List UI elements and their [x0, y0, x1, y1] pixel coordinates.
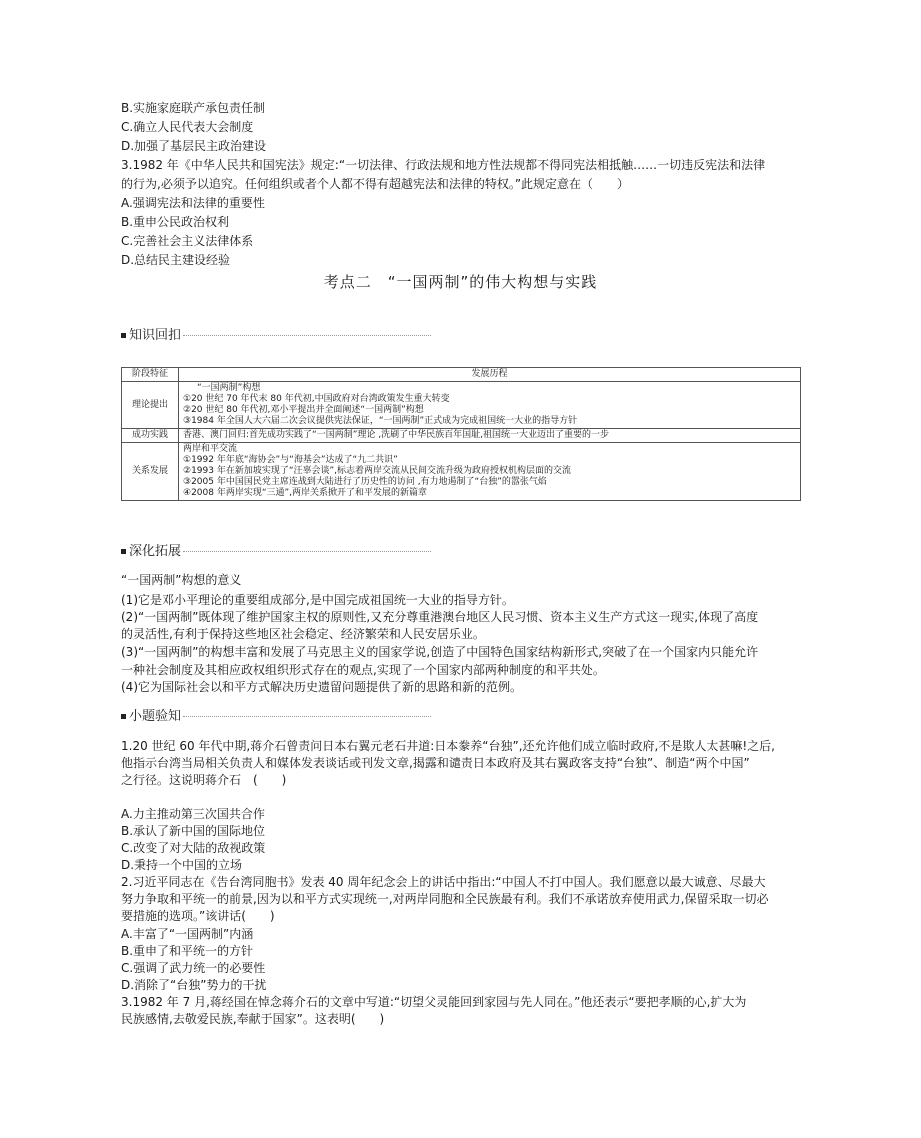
paragraph-line: (3)“一国两制”的构想丰富和发展了马克思主义的国家学说,创造了中国特色国家结构新形式,突破了在一个国家内只能允许: [121, 645, 759, 659]
cell-line: 两岸和平交流: [183, 444, 238, 454]
option-line: C.完善社会主义法律体系: [121, 234, 254, 248]
option-line: D.秉持一个中国的立场: [121, 858, 243, 872]
stage-cell: 关系发展: [122, 443, 179, 501]
dotted-rule: [183, 335, 431, 336]
cell-line: “一国两制”构想: [197, 383, 261, 393]
stage-cell: 理论提出: [122, 382, 179, 429]
paragraph-line: (4)它为国际社会以和平方式解决历史遗留问题提供了新的思路和新的范例。: [121, 680, 523, 694]
table-header-row: [122, 368, 801, 382]
table-header-cell: 发展历程: [179, 368, 801, 382]
cell-line: ③2005 年中国国民党主席连战到大陆进行了历史性的访问 ,有力地遏制了“台独”的嚣张气焰: [183, 477, 547, 487]
question-line: 民族感情,去敬爱民族,奉献于国家”。这表明( ): [121, 1012, 385, 1026]
paragraph-line: (1)它是邓小平理论的重要组成部分,是中国完成祖国统一大业的指导方针。: [121, 593, 514, 607]
option-line: C.确立人民代表大会制度: [121, 120, 254, 134]
question-line: 努力争取和平统一的前景,因为以和平方式实现统一,对两岸同胞和全民族最有利。我们不承诺放弃使用武力,保留采取一切必: [121, 892, 769, 906]
question-line: 1.20 世纪 60 年代中期,蒋介石曾责问日本右翼元老石井道:日本豢养“台独”,还允许他们成立临时政府,不是欺人太甚嘛!之后,: [121, 739, 775, 753]
paragraph-line: 的灵活性,有利于保持这些地区社会稳定、经济繁荣和人民安居乐业。: [121, 627, 485, 641]
square-bullet-icon: [121, 549, 126, 554]
dotted-rule: [183, 716, 431, 717]
option-line: D.总结民主建设经验: [121, 253, 231, 267]
option-line: B.重申了和平统一的方针: [121, 944, 254, 958]
subheading-label: 小题验知: [129, 709, 182, 724]
option-line: B.重申公民政治权利: [121, 215, 230, 229]
section-title: 考点二 “一国两制”的伟大构想与实践: [323, 273, 598, 291]
option-line: B.实施家庭联产承包责任制: [121, 101, 266, 115]
option-line: C.改变了对大陆的敌视政策: [121, 841, 266, 855]
square-bullet-icon: [121, 333, 126, 338]
knowledge-table: [121, 367, 801, 501]
option-line: A.强调宪法和法律的重要性: [121, 196, 265, 210]
question-line: 要措施的选项。”该讲话( ): [121, 909, 275, 923]
subheading-knowledge: [121, 324, 431, 343]
extend-heading: “一国两制”构想的意义: [121, 573, 242, 587]
option-line: D.消除了“台独”势力的干扰: [121, 978, 267, 992]
dotted-rule: [183, 551, 431, 552]
question-line: 2.习近平同志在《告台湾同胞书》发表 40 周年纪念会上的讲话中指出:“中国人不打中国人。我们愿意以最大诚意、尽最大: [121, 875, 766, 889]
cell-line: ①1992 年年底“海协会”与“海基会”达成了“九二共识”: [183, 455, 398, 465]
content-cell: [179, 443, 801, 501]
option-line: D.加强了基层民主政治建设: [121, 139, 267, 153]
cell-line: 香港、澳门回归:首先成功实践了“一国两制”理论 ,洗刷了中华民族百年国耻,祖国统一大业迈出了重要的一步: [183, 430, 609, 440]
subheading-extend: [121, 540, 431, 559]
paragraph-line: 一种社会制度及其相应政权组织形式存在的观点,实现了一个国家内部两种制度的和平共处。: [121, 663, 605, 677]
cell-line: ③1984 年全国人大六届二次会议提供宪法保证，“一国两制”正式成为完成祖国统一大业的指导方针: [183, 416, 578, 426]
cell-line: ②1993 年在新加坡实现了“汪辜会谈”,标志着两岸交流从民间交流升级为政府授权机构层面的交流: [183, 466, 572, 476]
square-bullet-icon: [121, 714, 126, 719]
cell-line: ④2008 年两岸实现“三通”,两岸关系掀开了和平发展的新篇章: [183, 488, 428, 498]
option-line: C.强调了武力统一的必要性: [121, 961, 266, 975]
subheading-label: 知识回扣: [129, 328, 182, 343]
question-line: 的行为,必须予以追究。任何组织或者个人都不得有超越宪法和法律的特权。”此规定意在（ ）: [121, 177, 630, 191]
subheading-label: 深化拓展: [129, 544, 182, 559]
subheading-quiz: [121, 705, 431, 724]
option-line: A.丰富了“一国两制”内涵: [121, 927, 254, 941]
content-cell: [179, 429, 801, 443]
table-header-cell: 阶段特征: [122, 368, 179, 382]
cell-line: ①20 世纪 70 年代末 80 年代初,中国政府对台湾政策发生重大转变: [183, 394, 450, 404]
content-cell: [179, 382, 801, 429]
option-line: B.承认了新中国的国际地位: [121, 824, 266, 838]
cell-line: ②20 世纪 80 年代初,邓小平提出并全面阐述“一国两制”构想: [183, 405, 424, 415]
question-line: 他指示台湾当局相关负责人和媒体发表谈话或刊发文章,揭露和谴责日本政府及其右翼政客支持“台独”、制造“两个中国”: [121, 756, 750, 770]
table-row: [122, 382, 801, 429]
table-row: [122, 429, 801, 443]
option-line: A.力主推动第三次国共合作: [121, 807, 265, 821]
question-line: 之行径。这说明蒋介石 ( ): [121, 773, 287, 787]
table-row: [122, 443, 801, 501]
paragraph-line: (2)“一国两制”既体现了维护国家主权的原则性,又充分尊重港澳台地区人民习惯、资本主义生产方式这一现实,体现了高度: [121, 610, 759, 624]
stage-cell: 成功实践: [122, 429, 179, 443]
question-line: 3.1982 年《中华人民共和国宪法》规定:“一切法律、行政法规和地方性法规都不得同宪法相抵触……一切违反宪法和法律: [121, 158, 766, 172]
question-line: 3.1982 年 7 月,蒋经国在悼念蒋介石的文章中写道:“切望父灵能回到家园与先人同在。”他还表示“要把孝顺的心,扩大为: [121, 995, 747, 1009]
